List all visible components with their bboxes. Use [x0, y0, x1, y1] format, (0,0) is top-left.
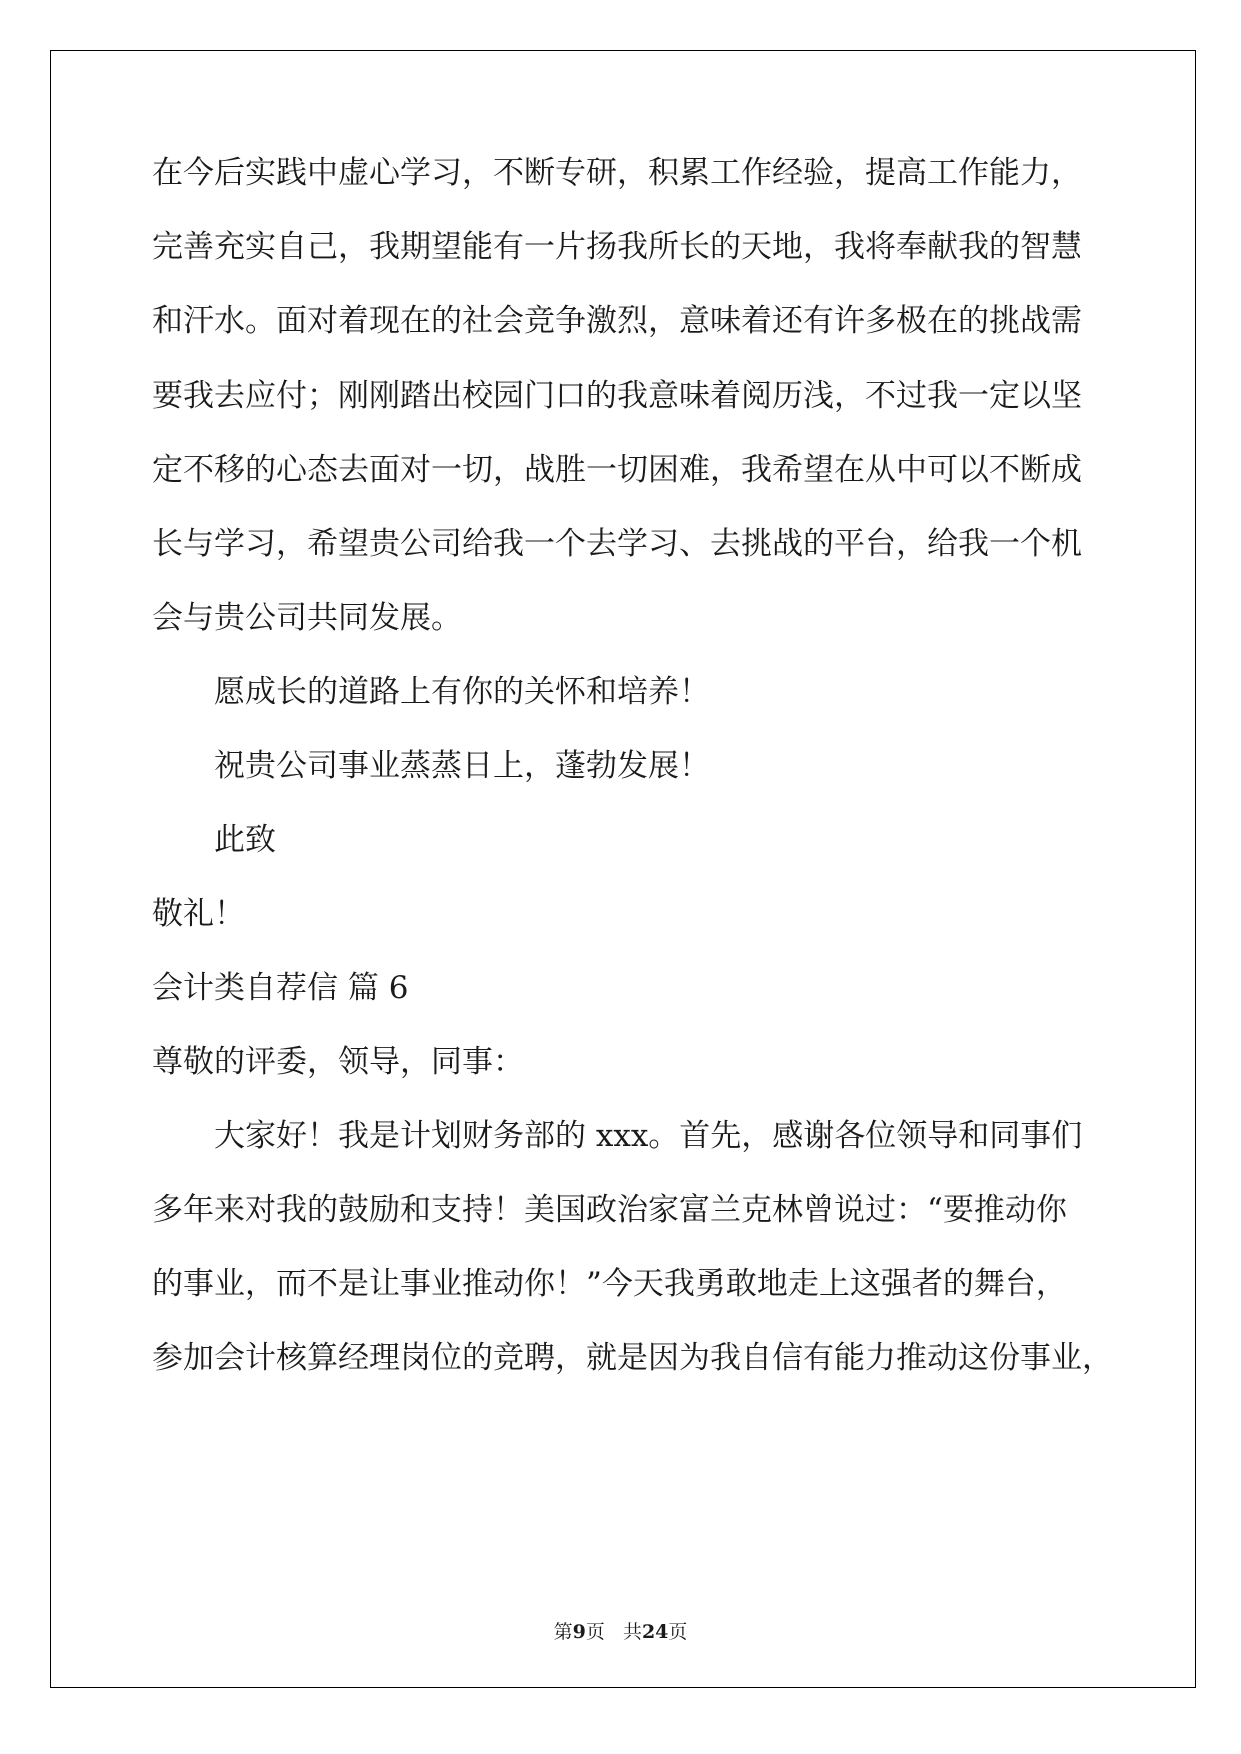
body-line-2: 完善充实自己，我期望能有一片扬我所长的天地，我将奉献我的智慧 — [152, 229, 1082, 265]
body-line-3: 和汗水。面对着现在的社会竞争激烈，意味着还有许多极在的挑战需 — [152, 303, 1082, 339]
wish-line-1: 愿成长的道路上有你的关怀和培养！ — [214, 674, 710, 710]
page-border — [50, 50, 1196, 1688]
closing-regards: 敬礼！ — [152, 896, 245, 932]
greeting-line: 尊敬的评委，领导，同事： — [152, 1044, 524, 1080]
body-line-7: 会与贵公司共同发展。 — [152, 600, 462, 636]
body-line-4: 要我去应付；刚刚踏出校园门口的我意味着阅历浅，不过我一定以坚 — [152, 378, 1082, 414]
body-line-11: 参加会计核算经理岗位的竞聘，就是因为我自信有能力推动这份事业， — [152, 1340, 1113, 1376]
body-line-8: 大家好！我是计划财务部的 xxx。首先，感谢各位领导和同事们 — [214, 1118, 1083, 1154]
total-pages-number: 24 — [641, 1621, 669, 1643]
footer-prefix: 第 — [553, 1621, 573, 1643]
body-line-1: 在今后实践中虚心学习，不断专研，积累工作经验，提高工作能力， — [152, 155, 1082, 191]
body-line-9: 多年来对我的鼓励和支持！美国政治家富兰克林曾说过：“要推动你 — [152, 1192, 1067, 1228]
footer-suffix: 页 — [668, 1621, 688, 1643]
body-line-5: 定不移的心态去面对一切，战胜一切困难，我希望在从中可以不断成 — [152, 452, 1082, 488]
body-line-6: 长与学习，希望贵公司给我一个去学习、去挑战的平台，给我一个机 — [152, 526, 1082, 562]
current-page-number: 9 — [572, 1621, 586, 1643]
footer-mid: 页 共 — [585, 1621, 642, 1643]
wish-line-2: 祝贵公司事业蒸蒸日上，蓬勃发展！ — [214, 748, 710, 784]
section-heading: 会计类自荐信 篇 6 — [152, 970, 409, 1006]
page-footer — [0, 1617, 1241, 1644]
body-line-10: 的事业，而不是让事业推动你！”今天我勇敢地走上这强者的舞台， — [152, 1266, 1067, 1302]
closing-salutation: 此致 — [214, 822, 276, 858]
